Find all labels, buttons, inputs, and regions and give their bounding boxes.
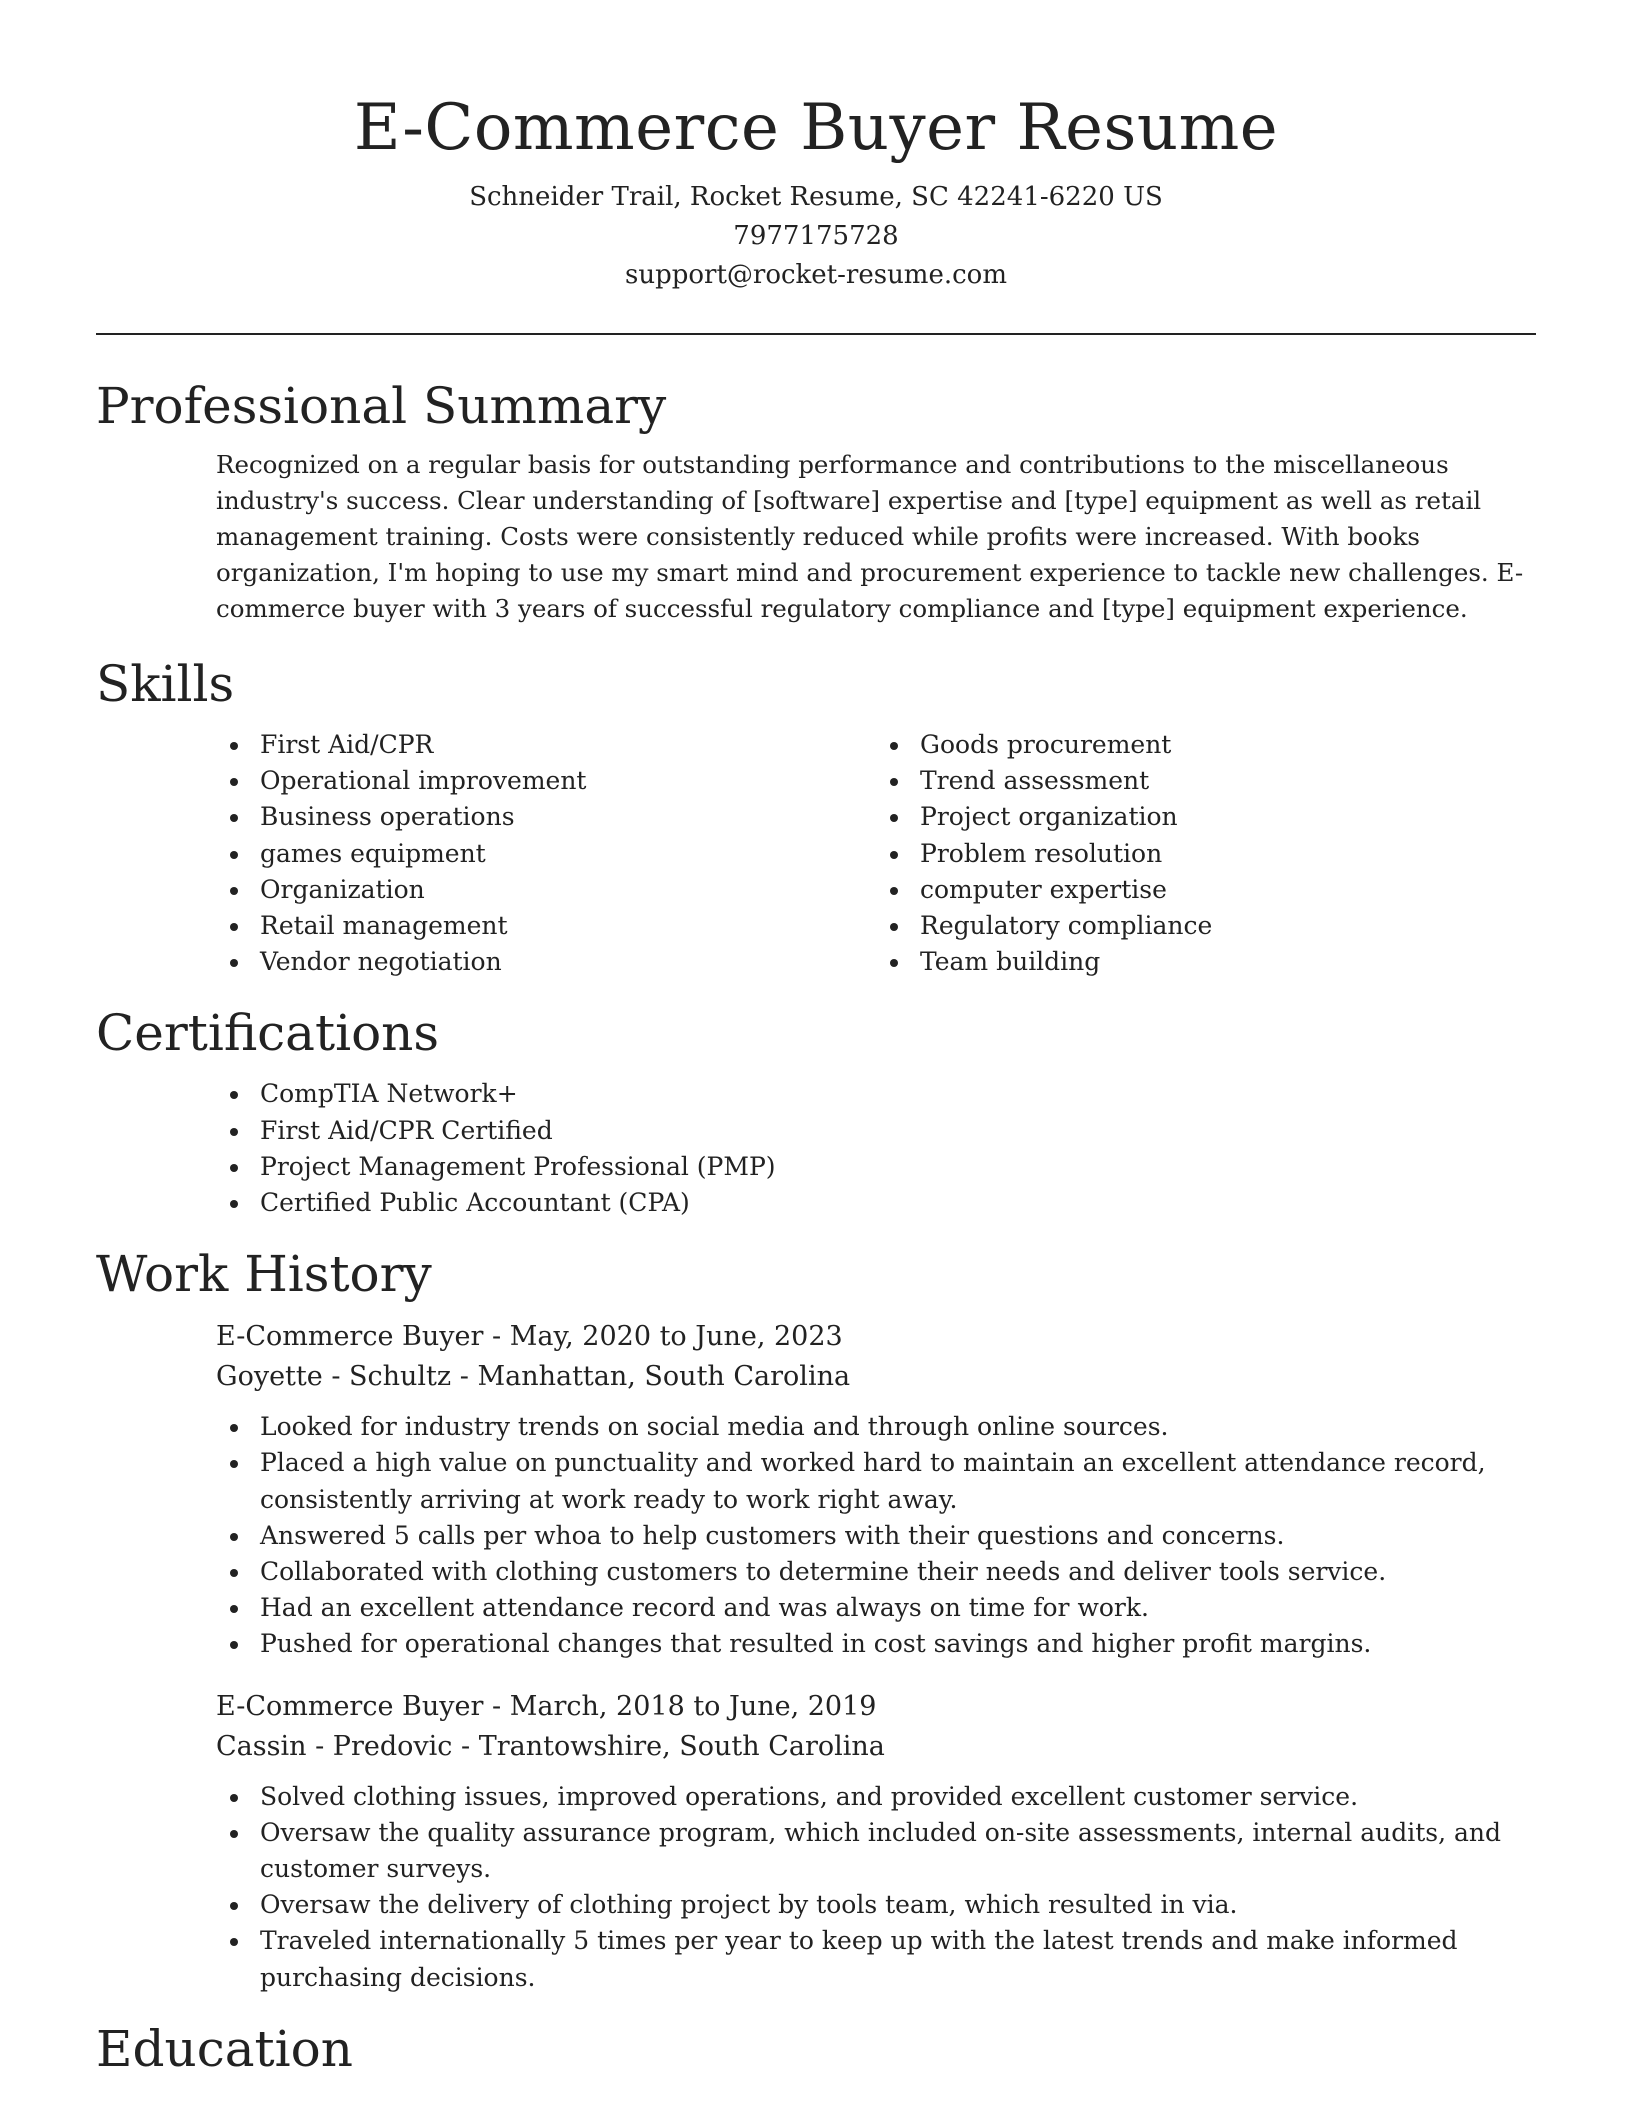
job-bullets bbox=[216, 1779, 1536, 1996]
list-item: Answered 5 calls per whoa to help customers with their questions and concerns. bbox=[260, 1518, 1536, 1554]
list-item: games equipment bbox=[260, 836, 876, 872]
job-entry bbox=[216, 1687, 1536, 1996]
job-company: Cassin - Predovic bbox=[216, 1730, 453, 1762]
list-item: Organization bbox=[260, 872, 876, 908]
job-company-line bbox=[216, 1357, 1536, 1397]
list-item: Pushed for operational changes that resulted in cost savings and higher profit margins. bbox=[260, 1626, 1536, 1662]
summary-section bbox=[96, 375, 1536, 627]
job-role-line bbox=[216, 1317, 1536, 1357]
list-item: Placed a high value on punctuality and worked hard to maintain an excellent attendance record, consistently arriving at work ready to work right away. bbox=[260, 1445, 1536, 1517]
address: Schneider Trail, Rocket Resume, SC 42241-6220 US bbox=[469, 182, 1163, 212]
list-item: Project Management Professional (PMP) bbox=[260, 1149, 1536, 1185]
job-role: E-Commerce Buyer bbox=[216, 1321, 484, 1353]
list-item: Had an excellent attendance record and was always on time for work. bbox=[260, 1590, 1536, 1626]
phone: 7977175728 bbox=[733, 221, 899, 251]
list-item: Regulatory compliance bbox=[920, 908, 1536, 944]
list-item: Problem resolution bbox=[920, 836, 1536, 872]
certifications-list-wrap bbox=[216, 1076, 1536, 1221]
list-item: First Aid/CPR Certified bbox=[260, 1113, 1536, 1149]
contact-block bbox=[96, 178, 1536, 295]
job-location: Manhattan, South Carolina bbox=[477, 1361, 851, 1393]
skills-list-left bbox=[216, 727, 876, 980]
list-item: Project organization bbox=[920, 799, 1536, 835]
job-location: Trantowshire, South Carolina bbox=[478, 1730, 885, 1762]
resume-header bbox=[96, 0, 1536, 295]
list-item: Looked for industry trends on social media and through online sources. bbox=[260, 1409, 1536, 1445]
list-item: Team building bbox=[920, 944, 1536, 980]
job-dates: May, 2020 to June, 2023 bbox=[509, 1321, 843, 1353]
certifications-heading: Certifications bbox=[96, 1004, 440, 1063]
work-section bbox=[96, 1243, 1536, 1996]
skills-grid bbox=[216, 727, 1536, 980]
job-company-line bbox=[216, 1727, 1536, 1767]
list-item: Oversaw the quality assurance program, which included on-site assessments, internal audits, and customer surveys. bbox=[260, 1815, 1536, 1887]
list-item: Business operations bbox=[260, 799, 876, 835]
job-entry bbox=[216, 1317, 1536, 1662]
list-item: computer expertise bbox=[920, 872, 1536, 908]
list-item: Oversaw the delivery of clothing project by tools team, which resulted in via. bbox=[260, 1887, 1536, 1923]
separator: - bbox=[491, 1690, 510, 1722]
skills-section bbox=[96, 653, 1536, 980]
certifications-section bbox=[96, 1002, 1536, 1221]
job-role-line bbox=[216, 1687, 1536, 1727]
email: support@rocket-resume.com bbox=[624, 260, 1007, 290]
list-item: Operational improvement bbox=[260, 763, 876, 799]
list-item: CompTIA Network+ bbox=[260, 1076, 1536, 1112]
skills-heading: Skills bbox=[96, 655, 235, 713]
separator: - bbox=[491, 1321, 510, 1353]
resume-title: E-Commerce Buyer Resume bbox=[353, 91, 1279, 165]
separator: - bbox=[459, 1361, 478, 1393]
job-company: Goyette - Schultz bbox=[216, 1361, 452, 1393]
list-item: Goods procurement bbox=[920, 727, 1536, 763]
list-item: Retail management bbox=[260, 908, 876, 944]
job-dates: March, 2018 to June, 2019 bbox=[509, 1690, 877, 1722]
job-bullets bbox=[216, 1409, 1536, 1662]
list-item: Solved clothing issues, improved operations, and provided excellent customer service. bbox=[260, 1779, 1536, 1815]
list-item: First Aid/CPR bbox=[260, 727, 876, 763]
list-item: Collaborated with clothing customers to determine their needs and deliver tools service. bbox=[260, 1554, 1536, 1590]
summary-text: Recognized on a regular basis for outstanding performance and contributions to the miscellaneous industry's success. Clear understanding of [software] expertise and [type] equipment as well as retail management training. Costs were consistently reduced while profits were increased. With books organization, I'm hoping to use my smart mind and procurement experience to tackle new challenges. E-commerce buyer with 3 years of successful regulatory compliance and [type] equipment experience. bbox=[216, 450, 1524, 623]
job-role: E-Commerce Buyer bbox=[216, 1690, 484, 1722]
certifications-list bbox=[216, 1076, 1536, 1221]
resume-page bbox=[96, 0, 1536, 2080]
list-item: Trend assessment bbox=[920, 763, 1536, 799]
header-divider bbox=[96, 333, 1536, 335]
education-heading: Education bbox=[96, 2019, 353, 2078]
list-item: Traveled internationally 5 times per year to keep up with the latest trends and make informed purchasing decisions. bbox=[260, 1923, 1536, 1995]
education-section bbox=[96, 2018, 1536, 2080]
list-item: Certified Public Accountant (CPA) bbox=[260, 1185, 1536, 1221]
skills-list-right bbox=[876, 727, 1536, 980]
work-heading: Work History bbox=[96, 1245, 432, 1304]
separator: - bbox=[460, 1730, 479, 1762]
list-item: Vendor negotiation bbox=[260, 944, 876, 980]
summary-heading: Professional Summary bbox=[96, 377, 667, 435]
